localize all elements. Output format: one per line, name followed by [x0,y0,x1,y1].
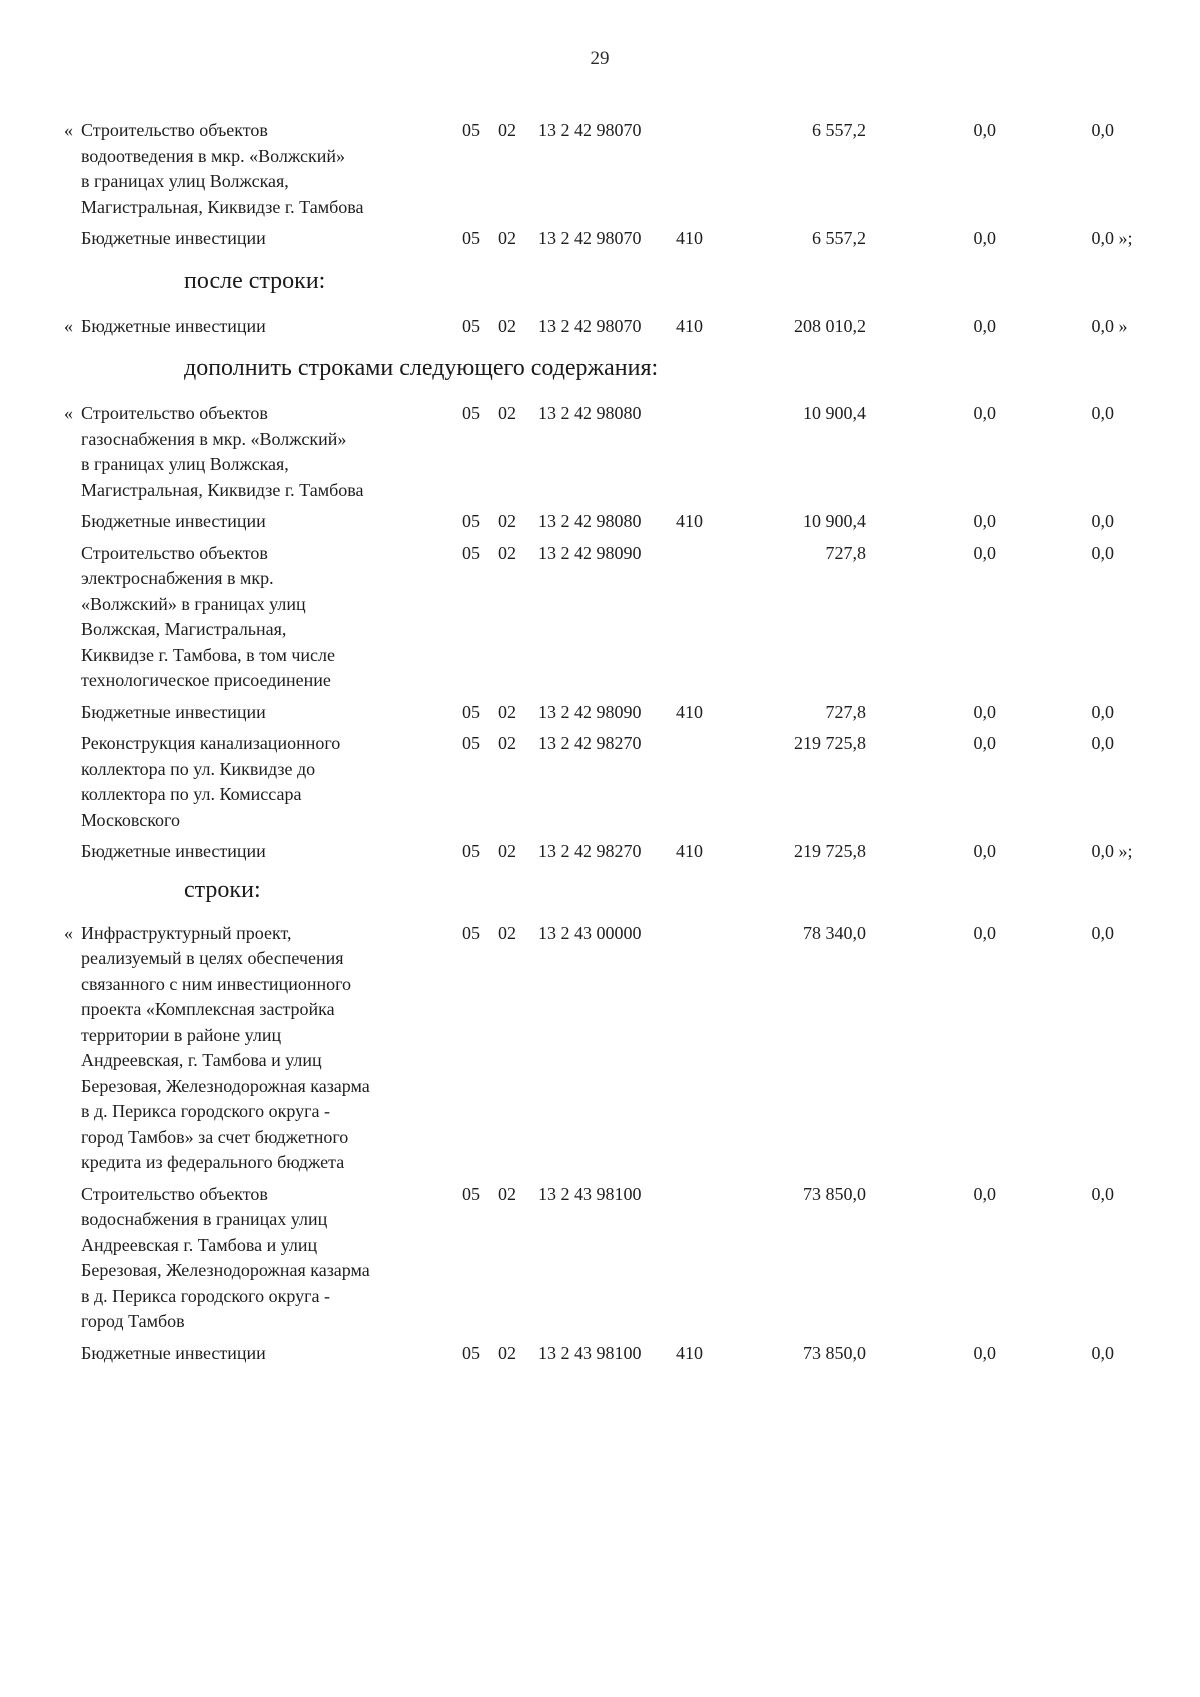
target-article-code: 13 2 42 98070 [538,120,642,140]
instruction-heading: дополнить строками следующего содержания: [184,355,659,381]
table-row [64,921,1154,1176]
opening-quote: « [64,403,73,423]
subsection-code: 02 [498,511,516,531]
subsection-code: 02 [498,1183,516,1204]
section-code: 05 [462,1342,480,1363]
amount-year-1: 73 850,0 [803,1183,866,1204]
opening-quote: « [64,120,73,140]
section-code: 05 [462,922,480,943]
closing-mark: »; [1114,841,1133,861]
target-article-code: 13 2 42 98090 [538,542,642,563]
amount-year-3: 0,0 [1091,922,1114,943]
section-code: 05 [462,315,480,336]
table-row [64,401,1154,503]
section-code: 05 [462,403,480,423]
amount-year-1: 208 010,2 [794,315,866,336]
subsection-code: 02 [498,1342,516,1363]
section-code: 05 [462,841,480,861]
target-article-code: 13 2 43 98100 [538,1183,642,1204]
amount-year-2: 0,0 [973,315,996,336]
row-name: Строительство объектов газоснабжения в мкр. «Волжский» в границах улиц Волжская, Магистральная, Киквидзе г. Тамбова [81,403,364,500]
amount-year-1: 219 725,8 [794,733,866,753]
instruction-heading: строки: [184,876,261,903]
opening-quote: « [64,922,73,943]
target-article-code: 13 2 42 98080 [538,403,642,423]
table-row [64,731,1154,833]
row-name: Инфраструктурный проект, реализуемый в целях обеспечения связанного с ним инвестиционного проекта «Комплексная застройка территории в районе улиц Андреевская, г. Тамбова и улиц Березовая, Железнодорожная казарма в д. Перикса городского округа - город Тамбов» за счет бюджетного кредита из федерального бюджета [81,922,370,1172]
closing-mark: » [1114,315,1128,336]
subsection-code: 02 [498,542,516,563]
row-name: Строительство объектов водоснабжения в границах улиц Андреевская г. Тамбова и улиц Березовая, Железнодорожная казарма в д. Перикса городского округа - город Тамбов [81,1183,370,1331]
instruction-heading: после строки: [184,267,326,294]
section-code: 05 [462,733,480,753]
target-article-code: 13 2 42 98090 [538,701,642,722]
amount-year-2: 0,0 [973,542,996,563]
amendment-table [64,118,1154,1366]
amount-year-1: 73 850,0 [803,1342,866,1363]
target-article-code: 13 2 42 98270 [538,841,642,861]
amount-year-2: 0,0 [973,403,996,423]
closing-mark: »; [1114,228,1133,248]
subsection-code: 02 [498,841,516,861]
amount-year-3: 0,0 [1091,1183,1114,1204]
target-article-code: 13 2 42 98080 [538,511,642,531]
table-row [64,1182,1154,1335]
subsection-code: 02 [498,403,516,423]
section-code: 05 [462,228,480,248]
table-row [64,839,1154,865]
amount-year-2: 0,0 [973,922,996,943]
target-article-code: 13 2 43 00000 [538,922,642,943]
subsection-code: 02 [498,733,516,753]
amount-year-1: 78 340,0 [803,922,866,943]
row-name: Бюджетные инвестиции [81,315,266,336]
amount-year-2: 0,0 [973,1183,996,1204]
amount-year-3: 0,0 [1091,315,1114,336]
expense-type-code: 410 [676,228,703,248]
expense-type-code: 410 [676,701,703,722]
section-code: 05 [462,120,480,140]
row-name: Бюджетные инвестиции [81,1342,266,1363]
expense-type-code: 410 [676,511,703,531]
amount-year-3: 0,0 [1091,841,1114,861]
amount-year-2: 0,0 [973,120,996,140]
amount-year-1: 727,8 [825,701,866,722]
target-article-code: 13 2 42 98070 [538,315,642,336]
opening-quote: « [64,315,73,336]
subsection-code: 02 [498,701,516,722]
amount-year-3: 0,0 [1091,120,1114,140]
expense-type-code: 410 [676,841,703,861]
amount-year-2: 0,0 [973,228,996,248]
amount-year-1: 6 557,2 [812,228,866,248]
subsection-code: 02 [498,120,516,140]
table-row [64,1341,1154,1367]
row-name: Бюджетные инвестиции [81,841,266,861]
expense-type-code: 410 [676,315,703,336]
row-name: Строительство объектов водоотведения в мкр. «Волжский» в границах улиц Волжская, Магистральная, Киквидзе г. Тамбова [81,120,364,217]
section-code: 05 [462,542,480,563]
amount-year-1: 727,8 [825,542,866,563]
section-code: 05 [462,701,480,722]
amount-year-2: 0,0 [973,841,996,861]
amount-year-1: 10 900,4 [803,511,866,531]
amount-year-1: 10 900,4 [803,403,866,423]
row-name: Бюджетные инвестиции [81,701,266,722]
expense-type-code: 410 [676,1342,703,1363]
row-name: Бюджетные инвестиции [81,228,266,248]
row-name: Строительство объектов электроснабжения в мкр. «Волжский» в границах улиц Волжская, Магистральная, Киквидзе г. Тамбова, в том числе технологическое присоединение [81,542,336,690]
amount-year-3: 0,0 [1091,511,1114,531]
subsection-code: 02 [498,228,516,248]
row-name: Бюджетные инвестиции [81,511,266,531]
amount-year-3: 0,0 [1091,701,1114,722]
table-row [64,314,1154,340]
amount-year-1: 6 557,2 [812,120,866,140]
amount-year-2: 0,0 [973,701,996,722]
target-article-code: 13 2 42 98270 [538,733,642,753]
subsection-code: 02 [498,315,516,336]
section-code: 05 [462,1183,480,1204]
amount-year-2: 0,0 [973,733,996,753]
amount-year-2: 0,0 [973,1342,996,1363]
table-row [64,118,1154,220]
target-article-code: 13 2 42 98070 [538,228,642,248]
subsection-code: 02 [498,922,516,943]
amount-year-3: 0,0 [1091,1342,1114,1363]
table-row [64,509,1154,535]
table-row [64,700,1154,726]
page-number: 29 [590,48,610,69]
table-row [64,541,1154,694]
target-article-code: 13 2 43 98100 [538,1342,642,1363]
amount-year-3: 0,0 [1091,542,1114,563]
table-row [64,226,1154,252]
amount-year-1: 219 725,8 [794,841,866,861]
amount-year-3: 0,0 [1091,403,1114,423]
amount-year-3: 0,0 [1091,733,1114,753]
row-name: Реконструкция канализационного коллектора по ул. Киквидзе до коллектора по ул. Комиссара Московского [81,733,341,830]
section-code: 05 [462,511,480,531]
amount-year-3: 0,0 [1091,228,1114,248]
amount-year-2: 0,0 [973,511,996,531]
